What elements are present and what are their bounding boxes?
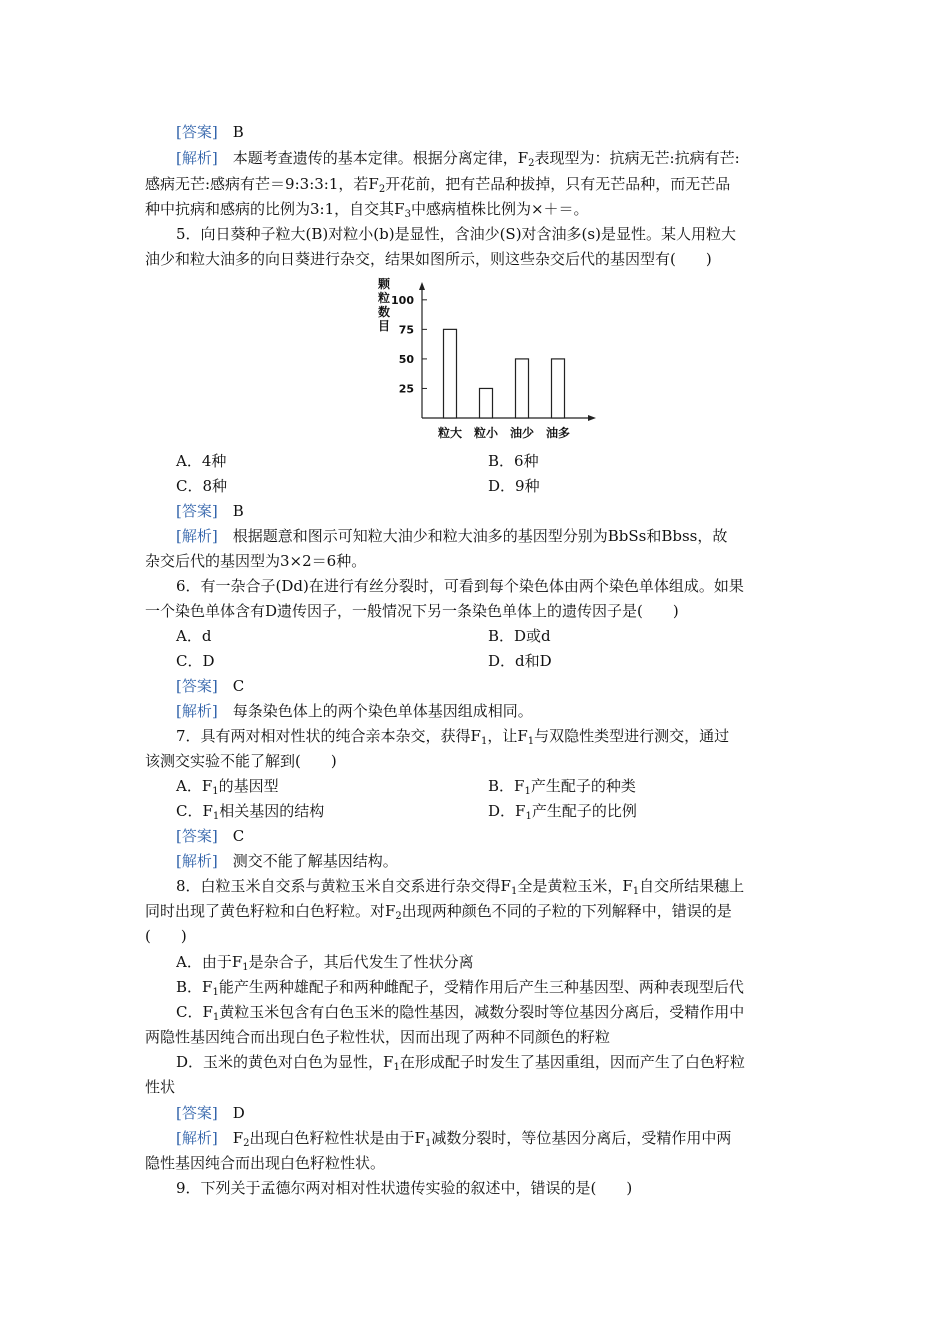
q8-stem-line-1: 8．白粒玉米自交系与黄粒玉米自交系进行杂交得$F_1$全是黄粒玉米，$F_1$自交所结果穗上 (176, 877, 745, 897)
q7-option-a: A．$F_1$的基因型 (176, 777, 279, 797)
bar-油多 (552, 359, 565, 418)
q5-answer (176, 499, 810, 523)
answer-value: C (232, 827, 245, 845)
y-axis-label-char: 数 (377, 305, 391, 319)
answer-value: C (232, 677, 245, 695)
x-tick-label: 油多 (545, 426, 571, 440)
q6-stem-line-1: 6．有一杂合子(Dd)在进行有丝分裂时，可看到每个染色体由两个染色单体组成。如果 (176, 577, 744, 595)
q7-stem-line-2: 该测交实验不能了解到( ) (145, 752, 337, 770)
q8-stem-line-2: 同时出现了黄色籽粒和白色籽粒。对$F_2$出现两种颜色不同的子粒的下列解释中，错误的是 (145, 902, 732, 922)
q7-analysis-line-1: [解析] 测交不能了解基因结构。 (176, 852, 398, 870)
q5-option-b: B．6种 (488, 452, 539, 470)
q8-option-b: B．$F_1$能产生两种雄配子和两种雌配子，受精作用后产生三种基因型、两种表现型后代 (176, 978, 744, 998)
bar-油少 (516, 359, 529, 418)
q5-analysis-line-1: [解析] 根据题意和图示可知粒大油少和粒大油多的基因型分别为BbSs和Bbss，故 (176, 527, 728, 545)
q4-analysis-line-2: 感病无芒:感病有芒＝9:3:3:1，若$F_2$开花前，把有芒品种拔掉，只有无芒品种，而无芒品 (145, 175, 731, 195)
q7-answer (176, 824, 810, 848)
q4-analysis-line-3: 种中抗病和感病的比例为3:1，自交其$F_3$中感病植株比例为×＋＝。 (145, 200, 589, 220)
q5-option-d: D．9种 (488, 477, 540, 495)
analysis-tag: [解析] (176, 852, 218, 870)
q8-analysis-line-2: 隐性基因纯合而出现白色籽粒性状。 (145, 1154, 386, 1172)
q8-stem-line-3: ( ) (145, 927, 187, 945)
y-axis-label-char: 目 (377, 319, 391, 333)
y-tick-label: 50 (398, 352, 414, 366)
q6-option-c: C．D (176, 652, 215, 670)
q4-analysis-line-1: [解析] 本题考查遗传的基本定律。根据分离定律，$F_2$表现型为：抗病无芒:抗病有芒: (176, 149, 740, 169)
analysis-tag: [解析] (176, 702, 218, 720)
q7-option-d: D．$F_1$产生配子的比例 (488, 802, 637, 822)
y-axis-label-char: 粒 (377, 291, 391, 305)
q5-option-a: A．4种 (176, 452, 227, 470)
analysis-tag: [解析] (176, 1129, 218, 1147)
q6-answer (176, 674, 810, 698)
q8-analysis-line-1: [解析] $F_2$出现白色籽粒性状是由于$F_1$减数分裂时，等位基因分离后，受精作用中两 (176, 1129, 732, 1149)
bar-粒小 (480, 388, 493, 418)
q6-option-b: B．D或d (488, 627, 551, 645)
y-axis-label-char: 颗 (377, 277, 391, 291)
q5-analysis-line-2: 杂交后代的基因型为3×2＝6种。 (145, 552, 367, 570)
answer-tag: [答案] (176, 1104, 218, 1122)
q6-stem-line-2: 一个染色单体含有D遗传因子，一般情况下另一条染色单体上的遗传因子是( ) (145, 602, 679, 620)
analysis-tag: [解析] (176, 527, 218, 545)
answer-tag: [答案] (176, 123, 218, 141)
bar-粒大 (444, 329, 457, 418)
y-tick-label: 25 (398, 382, 414, 396)
answer-value: B (232, 502, 244, 520)
x-tick-label: 油少 (509, 426, 535, 440)
q9-stem-line-1: 9．下列关于孟德尔两对相对性状遗传实验的叙述中，错误的是( ) (176, 1179, 633, 1197)
q6-option-a: A．d (176, 627, 212, 645)
analysis-tag: [解析] (176, 149, 218, 167)
q7-stem-line-1: 7．具有两对相对性状的纯合亲本杂交，获得$F_1$，让$F_1$与双隐性类型进行测交，通过 (176, 727, 730, 747)
y-axis-arrow (419, 282, 425, 290)
q7-option-b: B．$F_1$产生配子的种类 (488, 777, 636, 797)
answer-tag: [答案] (176, 502, 218, 520)
answer-value: D (232, 1104, 245, 1122)
q8-option-d-line-1: D．玉米的黄色对白色为显性，$F_1$在形成配子时发生了基因重组，因而产生了白色籽粒 (176, 1053, 745, 1073)
bar-chart (370, 276, 600, 442)
answer-tag: [答案] (176, 677, 218, 695)
q5-stem-line-1: 5．向日葵种子粒大(B)对粒小(b)是显性，含油少(S)对含油多(s)是显性。某人用粒大 (176, 225, 736, 243)
q6-analysis-line-1: [解析] 每条染色体上的两个染色单体基因组成相同。 (176, 702, 533, 720)
q8-option-c-line-1: C．$F_1$黄粒玉米包含有白色玉米的隐性基因，减数分裂时等位基因分离后，受精作用中 (176, 1003, 745, 1023)
answer-tag: [答案] (176, 827, 218, 845)
answer-value: B (232, 123, 244, 141)
q7-option-c: C．$F_1$相关基因的结构 (176, 802, 325, 822)
y-tick-label: 75 (398, 323, 414, 337)
q8-option-a: A．由于$F_1$是杂合子，其后代发生了性状分离 (176, 953, 474, 973)
q5-option-c: C．8种 (176, 477, 228, 495)
q8-option-d-line-2: 性状 (145, 1078, 176, 1096)
y-tick-label: 100 (391, 293, 414, 307)
x-tick-label: 粒大 (437, 426, 463, 440)
q5-stem-line-2: 油少和粒大油多的向日葵进行杂交，结果如图所示，则这些杂交后代的基因型有( ) (145, 250, 712, 268)
q6-option-d: D．d和D (488, 652, 552, 670)
q4-answer (176, 120, 810, 144)
q8-answer (176, 1101, 810, 1125)
x-axis-arrow (588, 415, 596, 421)
q8-option-c-line-2: 两隐性基因纯合而出现白色子粒性状，因而出现了两种不同颜色的籽粒 (145, 1028, 611, 1046)
x-tick-label: 粒小 (473, 426, 499, 440)
